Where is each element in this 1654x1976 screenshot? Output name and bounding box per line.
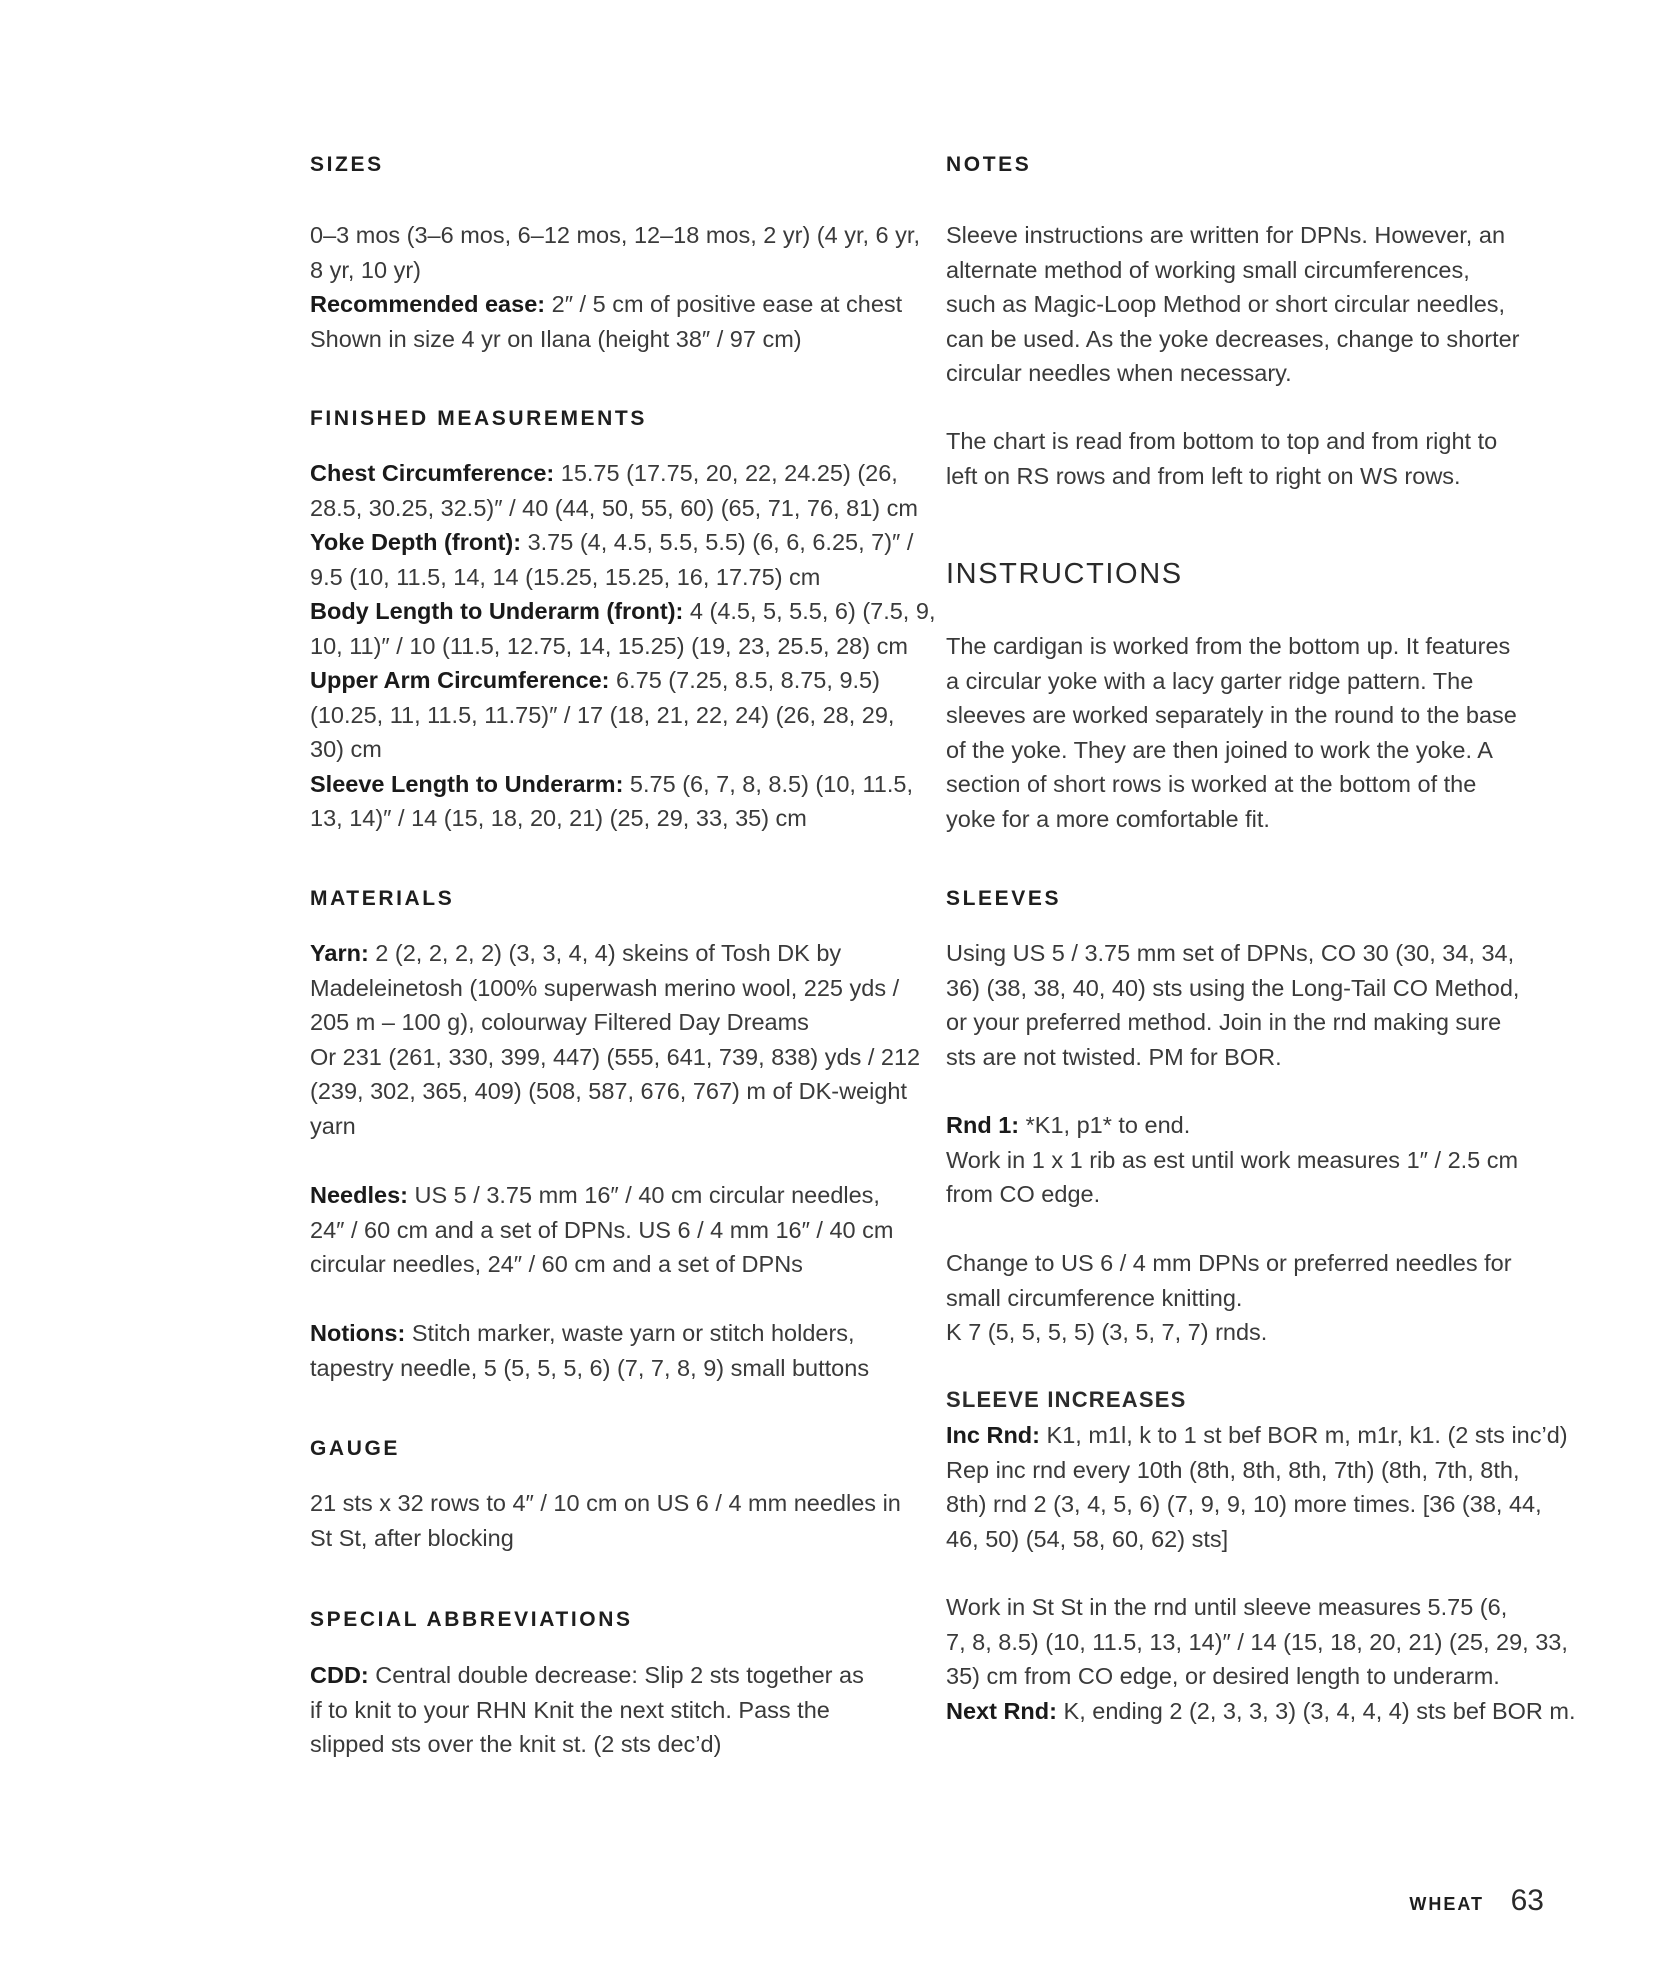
gauge-heading: GAUGE [310, 1437, 401, 1460]
yoke-label: Yoke Depth (front): [310, 529, 522, 555]
footer-pattern-title: WHEAT [1409, 1894, 1484, 1914]
upper-arm-label: Upper Arm Circumference: [310, 667, 610, 693]
body-length-label: Body Length to Underarm (front): [310, 598, 684, 624]
notes-heading: NOTES [946, 153, 1032, 176]
materials-yarn-text: Yarn: 2 (2, 2, 2, 2) (3, 3, 4, 4) skeins of Tosh DK by Madeleinetosh (100% superwash merino wool, 225 yds / 205 m – 100 g), colourway Filtered Day Dreams Or 231 (261, 330, 399, 447) (555, 641, 739, 838) yds / 212 (239, 302, 365, 409) (508, 587, 676, 767) m of DK-weight yarn [310, 940, 921, 1139]
cdd-label: CDD: [310, 1662, 369, 1688]
sleeve-increases-subheading: SLEEVE INCREASES [946, 1387, 1187, 1412]
yarn-label: Yarn: [310, 940, 369, 966]
notions-label: Notions: [310, 1320, 406, 1346]
page-number: 63 [1510, 1884, 1544, 1917]
special-abbreviations-heading: SPECIAL ABBREVIATIONS [310, 1608, 633, 1631]
materials-heading: MATERIALS [310, 887, 455, 910]
instructions-heading: INSTRUCTIONS [946, 558, 1183, 590]
sleeves-text-3: Change to US 6 / 4 mm DPNs or preferred needles for small circumference knitting. K 7 (5, 5, 5, 5) (3, 5, 7, 7) rnds. [946, 1250, 1512, 1345]
chest-label: Chest Circumference: [310, 460, 555, 486]
sleeves-heading: SLEEVES [946, 887, 1062, 910]
next-rnd-label: Next Rnd: [946, 1697, 1057, 1724]
notes-text-1: Sleeve instructions are written for DPNs. However, an alternate method of working small circumferences, such as Magic-Loop Method or short circular needles, can be used. As the yoke decreases, change to shorter circular needles when necessary. [946, 222, 1520, 386]
inc-rnd-label: Inc Rnd: [946, 1422, 1040, 1448]
rnd1-label: Rnd 1: [946, 1112, 1020, 1138]
finished-measurements-text: Chest Circumference: 15.75 (17.75, 20, 22, 24.25) (26, 28.5, 30.25, 32.5)″ / 40 (44, 50, 55, 60) (65, 71, 76, 81) cm Yoke Depth (front): 3.75 (4, 4.5, 5.5, 5.5) (6, 6, 6.25, 7)″ / 9.5 (10, 11.5, 14, 14 (15.25, 15.25, 16, 17.75) cm Body Length to Underarm (front): 4 (4.5, 5, 5.5, 6) (7.5, 9, 10, 11)″ / 10 (11.5, 12.75, 14, 15.25) (19, 23, 25.5, 28) cm Upper Arm Circumference: 6.75 (7.25, 8.5, 8.75, 9.5) (10.25, 11, 11.5, 11.75)″ / 17 (18, 21, 22, 24) (26, 28, 29, 30) cm Sleeve Length to Underarm: 5.75 (6, 7, 8, 8.5) (10, 11.5, 13, 14)″ / 14 (15, 18, 20, 21) (25, 29, 33, 35) cm [310, 460, 936, 831]
special-abbreviations-text: CDD: Central double decrease: Slip 2 sts together as if to knit to your RHN Knit the next stitch. Pass the slipped sts over the knit st. (2 sts dec’d) [310, 1662, 864, 1757]
instructions-text: The cardigan is worked from the bottom up. It features a circular yoke with a lacy garter ridge pattern. The sleeves are worked separately in the round to the base of the yoke. They are then joined to work the yoke. A section of short rows is worked at the bottom of the yoke for a more comfortable fit. [946, 633, 1517, 832]
materials-notions-text: Notions: Stitch marker, waste yarn or stitch holders, tapestry needle, 5 (5, 5, 5, 6) (7, 7, 8, 9) small buttons [310, 1320, 870, 1381]
sleeve-length-label: Sleeve Length to Underarm: [310, 770, 624, 797]
sleeves-text-5: Work in St St in the rnd until sleeve measures 5.75 (6, 7, 8, 8.5) (10, 11.5, 13, 14)″ / 14 (15, 18, 20, 21) (25, 29, 33, 35) cm from CO edge, or desired length to underarm. Next Rnd: K, ending 2 (2, 3, 3, 3) (3, 4, 4, 4) sts bef BOR m. [946, 1594, 1576, 1724]
sizes-text: 0–3 mos (3–6 mos, 6–12 mos, 12–18 mos, 2 yr) (4 yr, 6 yr, 8 yr, 10 yr) Recommended ease: 2″ / 5 cm of positive ease at chest Shown in size 4 yr on Ilana (height 38″ / 97 cm) [310, 222, 920, 352]
sleeve-increases-text: Inc Rnd: K1, m1l, k to 1 st bef BOR m, m1r, k1. (2 sts inc’d) Rep inc rnd every 10th (8th, 8th, 8th, 7th) (8th, 7th, 8th, 8th) rnd 2 (3, 4, 5, 6) (7, 9, 9, 10) more times. [36 (38, 44, 46, 50) (54, 58, 60, 62) sts] [946, 1422, 1568, 1552]
sleeves-text-1: Using US 5 / 3.75 mm set of DPNs, CO 30 (30, 34, 34, 36) (38, 38, 40, 40) sts using the Long-Tail CO Method, or your preferred method. Join in the rnd making sure sts are not twisted. PM for BOR. [946, 940, 1520, 1070]
sizes-heading: SIZES [310, 153, 384, 176]
needles-label: Needles: [310, 1182, 408, 1208]
gauge-text: 21 sts x 32 rows to 4″ / 10 cm on US 6 / 4 mm needles in St St, after blocking [310, 1490, 901, 1551]
notes-text-2: The chart is read from bottom to top and from right to left on RS rows and from left to right on WS rows. [946, 428, 1498, 489]
materials-needles-text: Needles: US 5 / 3.75 mm 16″ / 40 cm circular needles, 24″ / 60 cm and a set of DPNs. US 6 / 4 mm 16″ / 40 cm circular needles, 24″ / 60 cm and a set of DPNs [310, 1182, 894, 1277]
ease-label: Recommended ease: [310, 291, 546, 317]
finished-measurements-heading: FINISHED MEASUREMENTS [310, 407, 647, 430]
sleeves-rnd1-text: Rnd 1: *K1, p1* to end. Work in 1 x 1 rib as est until work measures 1″ / 2.5 cm from CO edge. [946, 1112, 1519, 1207]
